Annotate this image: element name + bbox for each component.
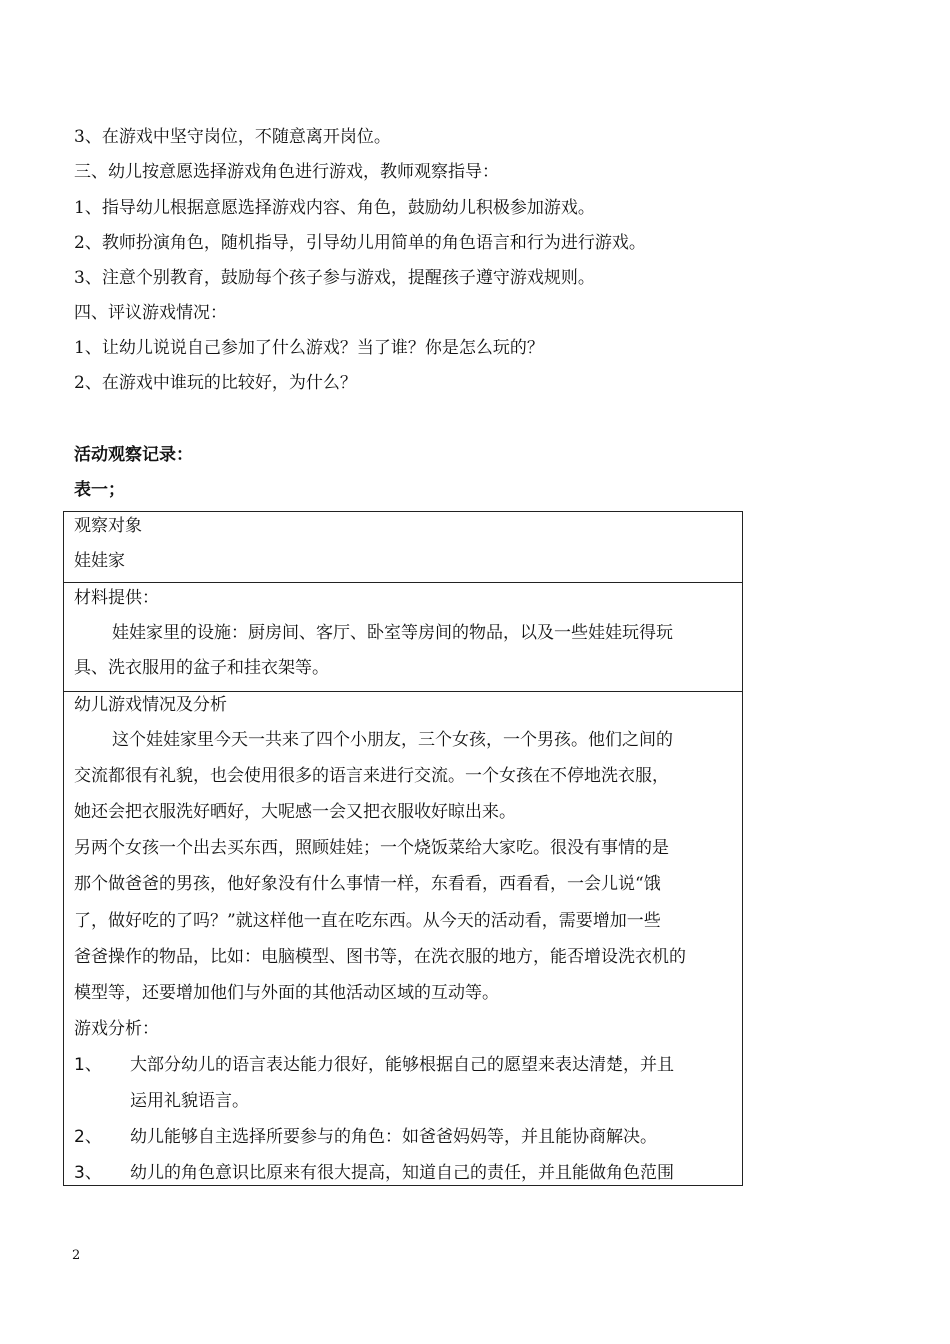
material-line-1: 娃娃家里的设施：厨房间、客厅、卧室等房间的物品，以及一些娃娃玩得玩 — [112, 623, 673, 643]
game-analysis-label: 游戏分析： — [74, 1019, 159, 1039]
observe-label: 观察对象 — [74, 516, 142, 536]
analysis-line-4: 另两个女孩一个出去买东西，照顾娃娃；一个烧饭菜给大家吃。很没有事情的是 — [74, 838, 669, 858]
analysis-label: 幼儿游戏情况及分析 — [74, 695, 227, 715]
item-2-line-1: 幼儿能够自主选择所要参与的角色：如爸爸妈妈等，并且能协商解决。 — [130, 1127, 657, 1147]
table-heading: 表一； — [74, 480, 125, 500]
item-2-number: 2、 — [74, 1127, 102, 1147]
analysis-row — [64, 691, 742, 1183]
observe-value: 娃娃家 — [74, 551, 125, 571]
material-row — [64, 582, 742, 678]
analysis-line-1: 这个娃娃家里今天一共来了四个小朋友，三个女孩，一个男孩。他们之间的 — [112, 730, 673, 750]
analysis-line-5: 那个做爸爸的男孩，他好象没有什么事情一样，东看看，西看看，一会儿说“饿 — [74, 874, 661, 894]
intro-line-1: 3、在游戏中坚守岗位，不随意离开岗位。 — [74, 127, 391, 147]
intro-line-4: 2、教师扮演角色，随机指导，引导幼儿用简单的角色语言和行为进行游戏。 — [74, 233, 646, 253]
intro-line-2: 三、幼儿按意愿选择游戏角色进行游戏，教师观察指导： — [74, 162, 499, 182]
item-1-line-2: 运用礼貌语言。 — [130, 1091, 249, 1111]
intro-line-8: 2、在游戏中谁玩的比较好，为什么？ — [74, 373, 357, 393]
intro-line-6: 四、评议游戏情况： — [74, 303, 227, 323]
analysis-line-3: 她还会把衣服洗好晒好，大呢感一会又把衣服收好晾出来。 — [74, 802, 516, 822]
intro-line-7: 1、让幼儿说说自己参加了什么游戏？当了谁？你是怎么玩的？ — [74, 338, 544, 358]
item-1-number: 1、 — [74, 1055, 102, 1075]
analysis-line-7: 爸爸操作的物品，比如：电脑模型、图书等，在洗衣服的地方，能否增设洗衣机的 — [74, 947, 686, 967]
intro-line-3: 1、指导幼儿根据意愿选择游戏内容、角色，鼓励幼儿积极参加游戏。 — [74, 198, 595, 218]
item-1-line-1: 大部分幼儿的语言表达能力很好，能够根据自己的愿望来表达清楚，并且 — [130, 1055, 674, 1075]
analysis-line-8: 模型等，还要增加他们与外面的其他活动区域的互动等。 — [74, 983, 499, 1003]
analysis-line-6: 了，做好吃的了吗？”就这样他一直在吃东西。从今天的活动看，需要增加一些 — [74, 911, 661, 931]
material-label: 材料提供： — [74, 588, 159, 608]
item-3-number: 3、 — [74, 1163, 102, 1183]
page-number: 2 — [72, 1248, 81, 1263]
analysis-line-2: 交流都很有礼貌，也会使用很多的语言来进行交流。一个女孩在不停地洗衣服， — [74, 766, 669, 786]
material-line-2: 具、洗衣服用的盆子和挂衣架等。 — [74, 658, 329, 678]
observation-table — [63, 511, 743, 1186]
item-3-line-1: 幼儿的角色意识比原来有很大提高，知道自己的责任，并且能做角色范围 — [130, 1163, 674, 1183]
intro-line-5: 3、注意个别教育，鼓励每个孩子参与游戏，提醒孩子遵守游戏规则。 — [74, 268, 595, 288]
record-heading: 活动观察记录： — [74, 445, 193, 465]
